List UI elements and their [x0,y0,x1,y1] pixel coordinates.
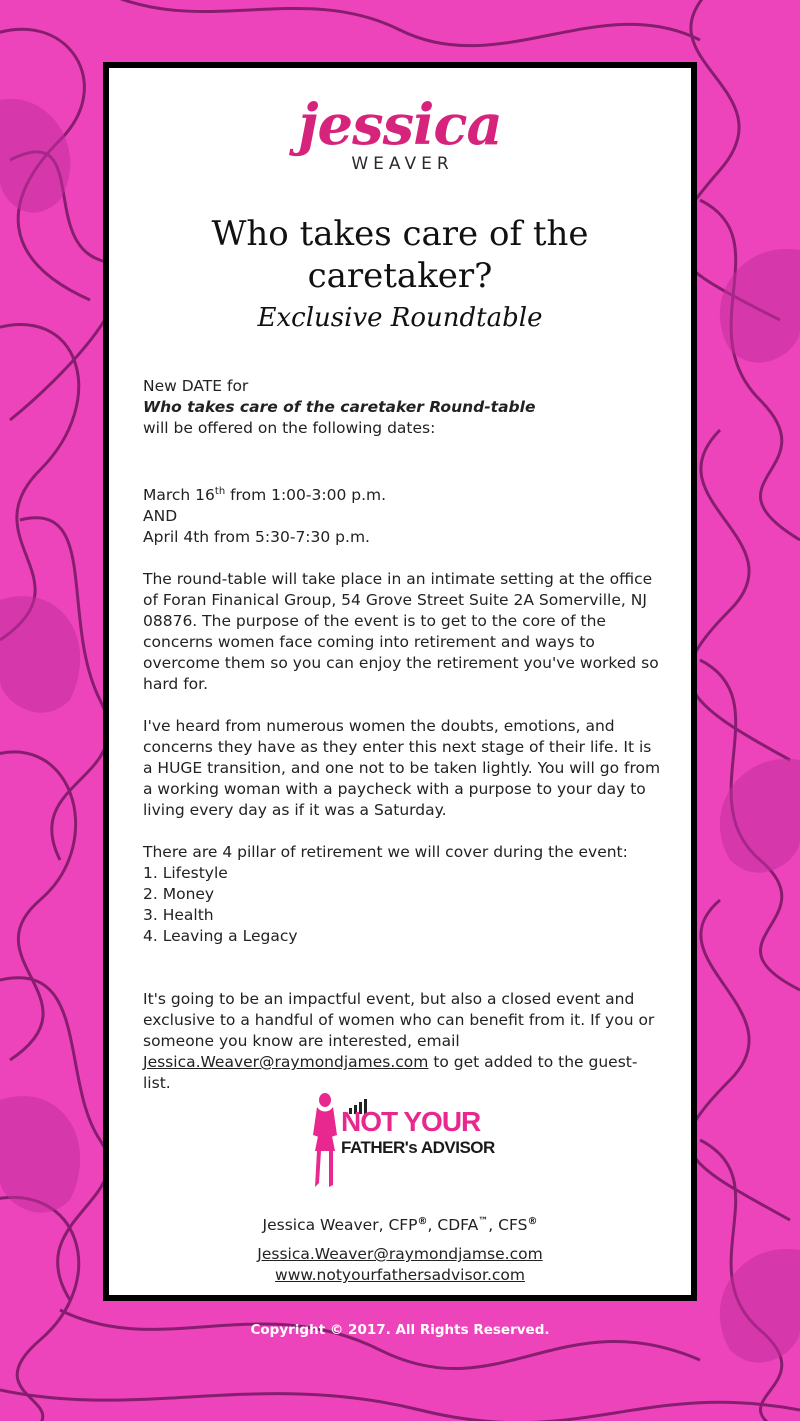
logo-sub-text: WEAVER [351,154,454,174]
date-second: April 4th from 5:30-7:30 p.m. [143,528,370,547]
page-subtitle: Exclusive Roundtable [257,303,543,333]
pillars-intro: There are 4 pillar of retirement we will cover during the event: [143,843,628,862]
date-first-suffix: from 1:00-3:00 p.m. [225,486,387,505]
sig-cfs: , CFS [488,1216,528,1235]
jessica-weaver-logo [109,92,691,174]
heard-paragraph: I've heard from numerous women the doubts, emotions, and concerns they have as they enter this next stage of their life. It is a HUGE transition, and one not to be taken lightly. You will go from a working woman with a paycheck with a purpose to your day to living every day as if it was a Saturday. [143,717,661,820]
intro-line-1: New DATE for [143,377,249,395]
nyfa-logo-line-2: FATHER's ADVISOR [341,1138,495,1157]
sig-name: Jessica Weaver, CFP [262,1216,418,1235]
signature-email-link[interactable]: Jessica.Weaver@raymondjamse.com [257,1245,543,1264]
pillar-item: 2. Money [143,885,215,904]
not-your-fathers-advisor-logo [307,1091,503,1191]
intro-event-name: Who takes care of the caretaker Round-table [143,398,536,416]
date-first [143,481,663,506]
page-title [109,213,691,297]
location-paragraph: The round-table will take place in an intimate setting at the office of Foran Finanical Group, 54 Grove Street Suite 2A Somerville, NJ 08876. The purpose of the event is to get to the core of the concerns women face coming into retirement and ways to overcome them so you can enjoy the retirement you've worked so hard for. [143,570,659,694]
website-link[interactable]: www.notyourfathersadvisor.com [275,1266,525,1285]
content-card [103,62,697,1301]
sig-reg-2: ® [527,1216,538,1227]
title-line-2: caretaker? [307,256,493,296]
pillar-item: 3. Health [143,906,214,925]
copyright-text: Copyright © 2017. All Rights Reserved. [250,1322,550,1338]
sig-reg-1: ® [417,1216,428,1227]
nyfa-logo-line-1: NOT YOUR [341,1106,481,1137]
date-first-prefix: March 16 [143,486,215,505]
body-text [143,376,663,1094]
sig-cdfa: , CDFA [427,1216,479,1235]
pillar-item: 1. Lifestyle [143,864,228,883]
closing-paragraph [143,989,663,1094]
intro-line-3: will be offered on the following dates: [143,419,436,437]
pillar-item: 4. Leaving a Legacy [143,927,298,946]
title-line-1: Who takes care of the [211,214,589,254]
date-and: AND [143,507,178,526]
signature-name [109,1211,691,1236]
closing-text-after: to get added to the guest-list. [143,1053,638,1093]
closing-text-before: It's going to be an impactful event, but also a closed event and exclusive to a handful of women who can benefit from it. If you or someone you know are interested, email [143,990,655,1051]
sig-tm: ™ [478,1216,489,1227]
logo-script-text: jessica [298,92,502,158]
signature-block [109,1211,691,1286]
closing-email-link[interactable]: Jessica.Weaver@raymondjames.com [143,1053,429,1072]
date-first-sup: th [214,486,226,497]
